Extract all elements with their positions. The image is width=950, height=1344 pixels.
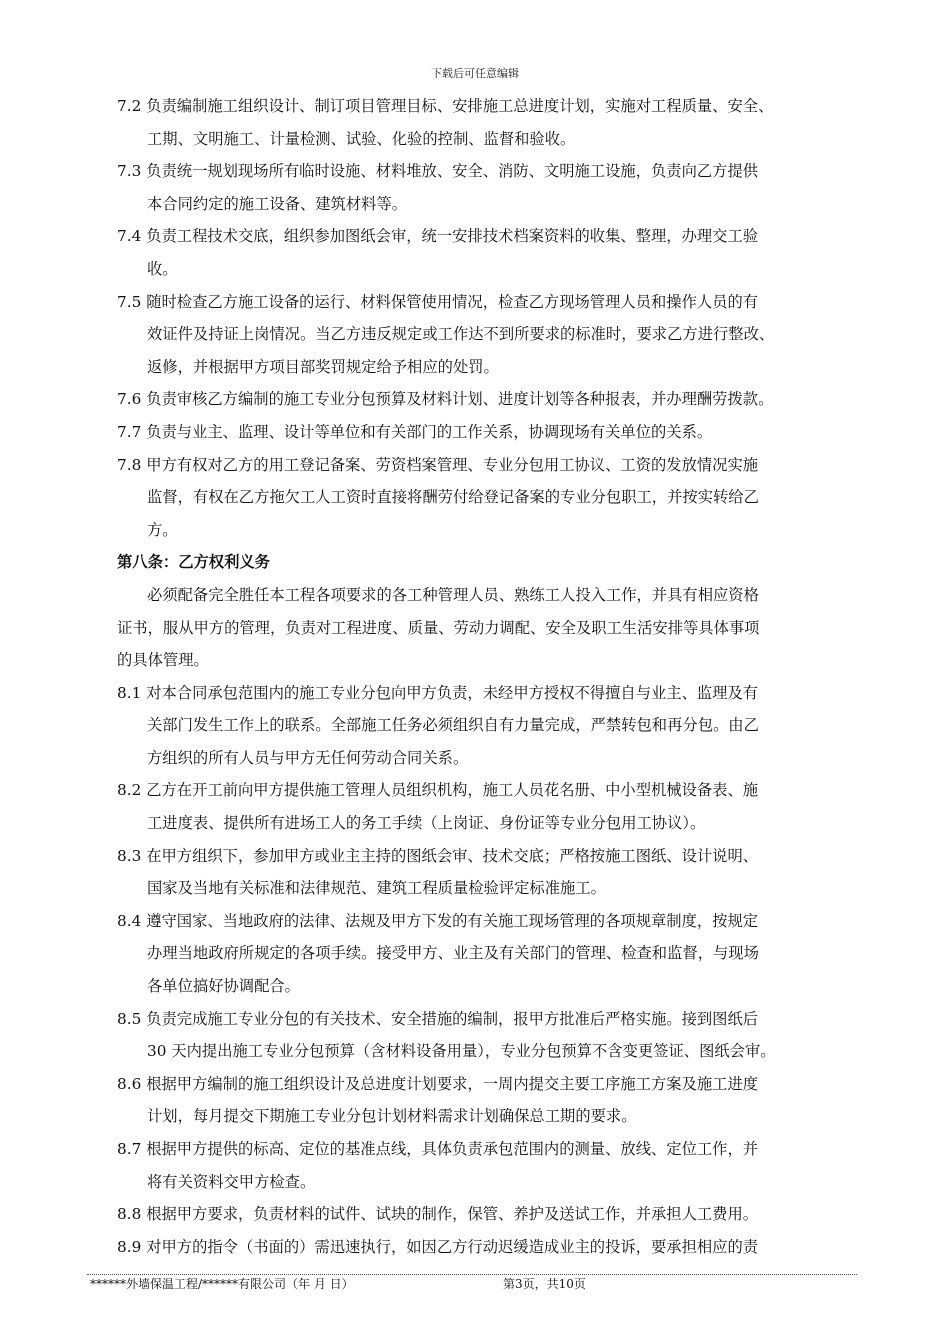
clause-line: 8.1 对本合同承包范围内的施工专业分包向甲方负责，未经甲方授权不得擅自与业主、监理及有: [117, 683, 759, 702]
clause-line: 7.6 负责审核乙方编制的施工专业分包预算及材料计划、进度计划等各种报表，并办理酬劳拨款。: [117, 390, 774, 409]
clause-line: 收。: [147, 259, 178, 278]
footer-page-number: 第3页，共10页: [503, 1277, 586, 1291]
clause-line: 8.8 根据甲方要求，负责材料的试件、试块的制作，保管、养护及送试工作，并承担人工费用。: [117, 1205, 759, 1224]
clause-line: 方。: [147, 520, 178, 539]
clause-line: 监督，有权在乙方拖欠工人工资时直接将酬劳付给登记备案的专业分包职工，并按实转给乙: [147, 488, 759, 507]
clauses-seven: [117, 90, 877, 546]
intro-line: 的具体管理。: [117, 651, 209, 670]
intro-line: 必须配备完全胜任本工程各项要求的各工种管理人员、熟练工人投入工作，并具有相应资格: [147, 585, 759, 604]
clause-item: [117, 840, 877, 905]
clause-line: 8.6 根据甲方编制的施工组织设计及总进度计划要求，一周内提交主要工序施工方案及施工进度: [117, 1074, 759, 1093]
clause-line: 7.4 负责工程技术交底，组织参加图纸会审，统一安排技术档案资料的收集、整理，办理交工验: [117, 227, 759, 246]
clause-line: 7.8 甲方有权对乙方的用工登记备案、劳资档案管理、专业分包用工协议、工资的发放情况实施: [117, 455, 759, 474]
clause-item: [117, 1198, 877, 1231]
clause-line: 7.5 随时检查乙方施工设备的运行、材料保管使用情况，检查乙方现场管理人员和操作人员的有: [117, 292, 759, 311]
clause-item: [117, 416, 877, 449]
clause-line: 工进度表、提供所有进场工人的务工手续（上岗证、身份证等专业分包用工协议）。: [147, 814, 706, 833]
clause-line: 计划，每月提交下期施工专业分包计划材料需求计划确保总工期的要求。: [147, 1107, 637, 1126]
clause-line: 8.3 在甲方组织下，参加甲方或业主主持的图纸会审、技术交底；严格按施工图纸、设计说明、: [117, 846, 759, 865]
clause-line: 7.7 负责与业主、监理、设计等单位和有关部门的工作关系，协调现场有关单位的关系。: [117, 422, 713, 441]
clause-line: 8.2 乙方在开工前向甲方提供施工管理人员组织机构，施工人员花名册、中小型机械设备表、施: [117, 781, 759, 800]
clause-line: 办理当地政府所规定的各项手续。接受甲方、业主及有关部门的管理、检查和监督，与现场: [147, 944, 759, 963]
clause-line: 8.9 对甲方的指令（书面的）需迅速执行，如因乙方行动迟缓造成业主的投诉，要承担相应的责: [117, 1237, 759, 1256]
clause-item: [117, 1133, 877, 1198]
clause-item: [117, 677, 877, 775]
clause-line: 关部门发生工作上的联系。全部施工任务必须组织自有力量完成，严禁转包和再分包。由乙: [147, 716, 759, 735]
clause-item: [117, 1068, 877, 1133]
clause-line: 8.5 负责完成施工专业分包的有关技术、安全措施的编制，报甲方批准后严格实施。接到图纸后: [117, 1009, 759, 1028]
clause-line: 本合同约定的施工设备、建筑材料等。: [147, 194, 408, 213]
intro-line: 证书，服从甲方的管理，负责对工程进度、质量、劳动力调配、安全及职工生活安排等具体事项: [117, 618, 760, 637]
clause-item: [117, 1003, 877, 1068]
clause-line: 各单位搞好协调配合。: [147, 977, 300, 996]
clause-item: [117, 383, 877, 416]
clause-line: 7.3 负责统一规划现场所有临时设施、材料堆放、安全、消防、文明施工设施，负责向乙方提供: [117, 162, 759, 181]
clause-line: 工期、文明施工、计量检测、试验、化验的控制、监督和验收。: [147, 129, 576, 148]
clause-line: 返修，并根据甲方项目部奖罚规定给予相应的处罚。: [147, 357, 499, 376]
section-intro: [117, 579, 877, 677]
clause-item: [117, 155, 877, 220]
clause-item: [117, 449, 877, 547]
footer-divider: [87, 1274, 857, 1275]
clause-item: [117, 90, 877, 155]
clause-item: [117, 1231, 877, 1264]
clause-item: [117, 286, 877, 384]
clause-item: [117, 905, 877, 1003]
clause-line: 30 天内提出施工专业分包预算（含材料设备用量），专业分包预算不含变更签证、图纸会审。: [147, 1042, 776, 1061]
clause-line: 7.2 负责编制施工组织设计、制订项目管理目标、安排施工总进度计划，实施对工程质量、安全、: [117, 97, 774, 115]
clause-line: 方组织的所有人员与甲方无任何劳动合同关系。: [147, 748, 469, 767]
clause-item: [117, 220, 877, 285]
clauses-eight: [117, 677, 877, 1264]
clause-line: 将有关资料交甲方检查。: [147, 1172, 316, 1191]
document-body: [117, 90, 877, 1263]
clause-line: 国家及当地有关标准和法律规范、建筑工程质量检验评定标准施工。: [147, 879, 606, 898]
clause-line: 效证件及持证上岗情况。当乙方违反规定或工作达不到所要求的标准时，要求乙方进行整改、: [147, 325, 775, 344]
section-heading: 第八条：乙方权利义务: [117, 553, 270, 572]
clause-line: 8.7 根据甲方提供的标高、定位的基准点线，具体负责承包范围内的测量、放线、定位工作，并: [117, 1140, 759, 1158]
clause-item: [117, 774, 877, 839]
footer-company: ******外墙保温工程/******有限公司（年 月 日）: [90, 1277, 354, 1291]
page-header: 下载后可任意编辑: [431, 67, 519, 80]
clause-line: 8.4 遵守国家、当地政府的法律、法规及甲方下发的有关施工现场管理的各项规章制度，按规定: [117, 911, 759, 930]
